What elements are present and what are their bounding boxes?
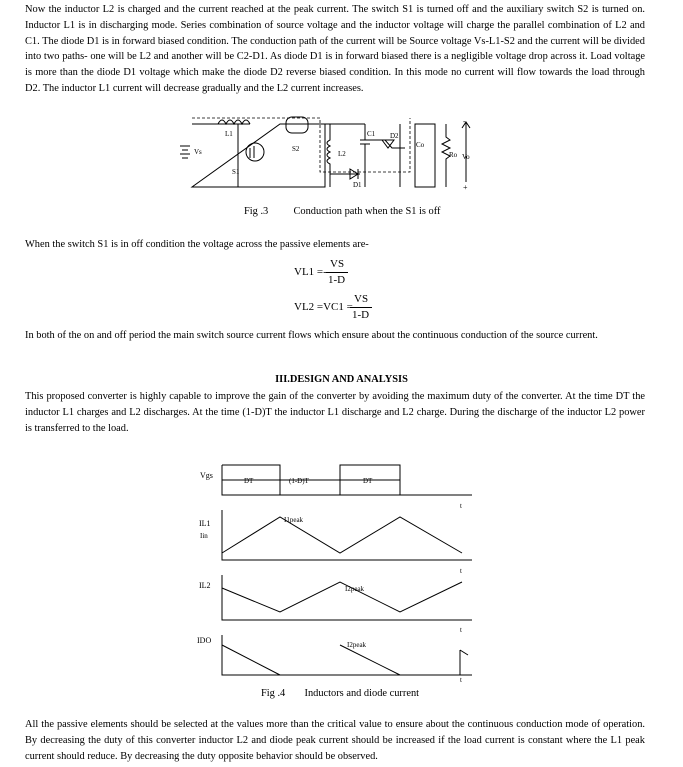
paragraph-passive-elements: When the switch S1 is in off condition the voltage across the passive elements are- — [25, 239, 369, 250]
label-t-4: t — [460, 676, 462, 684]
fig4-caption-text: Inductors and diode current — [304, 688, 420, 699]
label-t-2: t — [460, 567, 462, 575]
label-ro: Ro — [449, 151, 458, 159]
fig3-caption — [244, 206, 440, 217]
label-d1: D1 — [353, 181, 362, 189]
label-l2: L2 — [338, 150, 346, 158]
equation-1 — [294, 258, 374, 292]
label-t-1: t — [460, 502, 462, 510]
eq2-num: VS — [354, 293, 369, 305]
fig3-caption-text: Conduction path when the S1 is off — [293, 206, 441, 217]
paragraph-design-analysis: This proposed converter is highly capable to improve the gain of the converter by avoiding the maximum duty of the converter. At the time DT the inductor L1 charges and L2 discharges. At the time (1-D)T the inductor L1 discharge and L2 charge. During the discharge of the inductor L2 power is transferred to the load. — [25, 391, 645, 434]
label-dt-1: DT — [244, 477, 254, 485]
label-l1: L1 — [225, 130, 233, 138]
eq1-lhs: VL1 =- — [294, 266, 327, 278]
label-c1: C1 — [367, 130, 376, 138]
label-plus: + — [463, 183, 468, 192]
label-i2peak-a: I2peak — [345, 585, 365, 593]
label-vgs: Vgs — [200, 471, 213, 480]
label-1-d-t: (1-D)T — [289, 477, 309, 485]
fig3-number: Fig .3 — [244, 206, 269, 217]
circuit-diagram — [170, 112, 480, 194]
label-t-3: t — [460, 626, 462, 634]
fig4-number: Fig .4 — [261, 688, 286, 699]
eq1-den: 1-D — [328, 274, 346, 286]
label-vo: Vo — [462, 153, 470, 161]
eq2-den: 1-D — [352, 309, 370, 321]
fig4-caption — [261, 688, 419, 699]
label-il1: IL1 — [199, 519, 211, 528]
label-co: Co — [416, 141, 425, 149]
paragraph-mode-description: Now the inductor L2 is charged and the current reached at the peak current. The switch S1 is turned off and the auxiliary switch S2 is turned on. Inductor L1 is in discharging mode. Series combination of source voltage and the inductor voltage will charge the parallel combination of L2 and C1. The diode D1 is in forward biased condition. The conduction path of the current will be Source voltage Vs-L1-S2 and the current will be divided into two paths- one will be L2 and another will be C2-D1. As diode D1 is in forward biased there is a negligible voltage drop across it. Load voltage is more than the diode D1 voltage which make the diode D2 reverse biased condition. In this mode no current will flow towards the load through D2. The inductor L1 current will decrease gradually and the L2 current increases. — [25, 4, 645, 94]
label-d2: D2 — [390, 132, 399, 140]
label-il2: IL2 — [199, 581, 211, 590]
equation-2 — [294, 293, 394, 327]
label-s2: S2 — [292, 145, 300, 153]
paragraph-continuous-conduction: In both of the on and off period the main switch source current flows which ensure about the continuous conduction of the source current. — [25, 330, 598, 341]
label-ipeak: I1peak — [284, 516, 304, 524]
label-dt-2: DT — [363, 477, 373, 485]
eq2-lhs: VL2 =VC1 = — [294, 301, 353, 313]
section-heading: III.DESIGN AND ANALYSIS — [275, 374, 408, 385]
eq2-bar — [350, 307, 372, 308]
label-minus: - — [463, 117, 466, 126]
eq1-num: VS — [330, 258, 345, 270]
label-iin: Iin — [200, 532, 208, 540]
label-s1: S1 — [232, 168, 240, 176]
label-ido: IDO — [197, 636, 212, 645]
label-vs: Vs — [194, 148, 202, 156]
paragraph-passive-selection: All the passive elements should be selected at the values more than the critical value to ensure about the continuous conduction mode of operation. By decreasing the duty of this converter inductor L2 and diode peak current should be increased if the load current is constant where the L1 peak current should reduce. By decreasing the duty opposite behavior should be observed. — [25, 719, 645, 762]
label-i2peak-b: I2peak — [347, 641, 367, 649]
waveform-diagram — [192, 460, 492, 685]
eq1-bar — [326, 272, 348, 273]
